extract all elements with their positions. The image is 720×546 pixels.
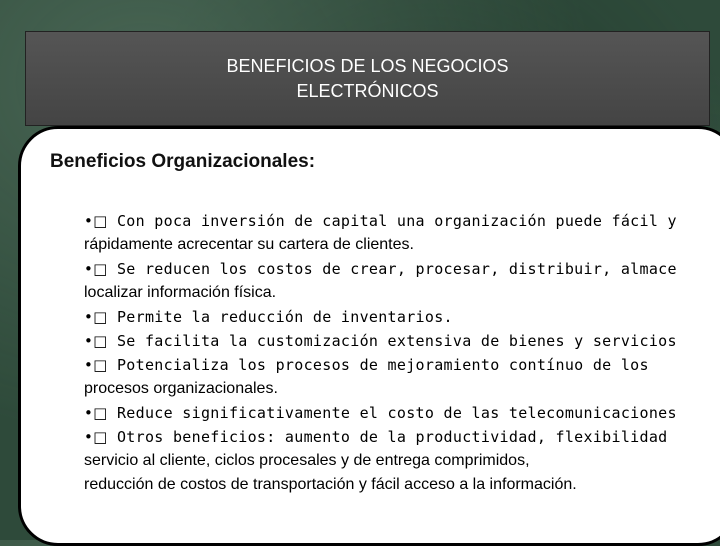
bullet-list (84, 209, 720, 497)
bullet-item (84, 401, 720, 425)
bullet-first-line (84, 305, 720, 329)
bullet-text: Reduce significativamente el costo de las telecomunicaciones (116, 404, 677, 422)
slide-title-box (25, 31, 710, 126)
bullet-first-line (84, 425, 720, 449)
bullet-text: Se facilita la customización extensiva de bienes y servicios (116, 332, 677, 350)
bullet-item (84, 329, 720, 353)
bullet-item (84, 425, 720, 497)
bullet-marker: •□ (84, 428, 108, 446)
bullet-first-line (84, 329, 720, 353)
section-title: Beneficios Organizacionales: (50, 151, 316, 172)
bullet-text: Se reducen los costos de crear, procesar, distribuir, almace (116, 260, 677, 278)
bullet-continuation-line: localizar información física. (84, 284, 277, 301)
bullet-item (84, 257, 720, 305)
bullet-marker: •□ (84, 308, 108, 326)
bullet-marker: •□ (84, 404, 108, 422)
bullet-continuation-line: reducción de costos de transportación y fácil acceso a la información. (84, 476, 577, 493)
bullet-marker: •□ (84, 356, 108, 374)
bullet-continuation-line: rápidamente acrecentar su cartera de clientes. (84, 236, 414, 253)
bullet-marker: •□ (84, 260, 108, 278)
bullet-first-line (84, 401, 720, 425)
bullet-first-line (84, 353, 720, 377)
bullet-marker: •□ (84, 332, 108, 350)
bullet-first-line (84, 257, 720, 281)
bullet-item (84, 353, 720, 401)
bullet-continuation-line: servicio al cliente, ciclos procesales y de entrega comprimidos, (84, 452, 530, 469)
bullet-item (84, 209, 720, 257)
bullet-marker: •□ (84, 212, 108, 230)
bullet-text: Con poca inversión de capital una organización puede fácil y (116, 212, 677, 230)
slide-title-line-1: BENEFICIOS DE LOS NEGOCIOS (226, 55, 509, 76)
slide-title-line-2: ELECTRÓNICOS (296, 80, 439, 101)
bullet-first-line (84, 209, 720, 233)
bullet-text: Potencializa los procesos de mejoramiento contínuo de los (116, 356, 649, 374)
bullet-text: Permite la reducción de inventarios. (116, 308, 453, 326)
bullet-continuation-line: procesos organizacionales. (84, 380, 278, 397)
bullet-text: Otros beneficios: aumento de la productividad, flexibilidad (116, 428, 668, 446)
content-card (18, 126, 720, 546)
bullet-item (84, 305, 720, 329)
